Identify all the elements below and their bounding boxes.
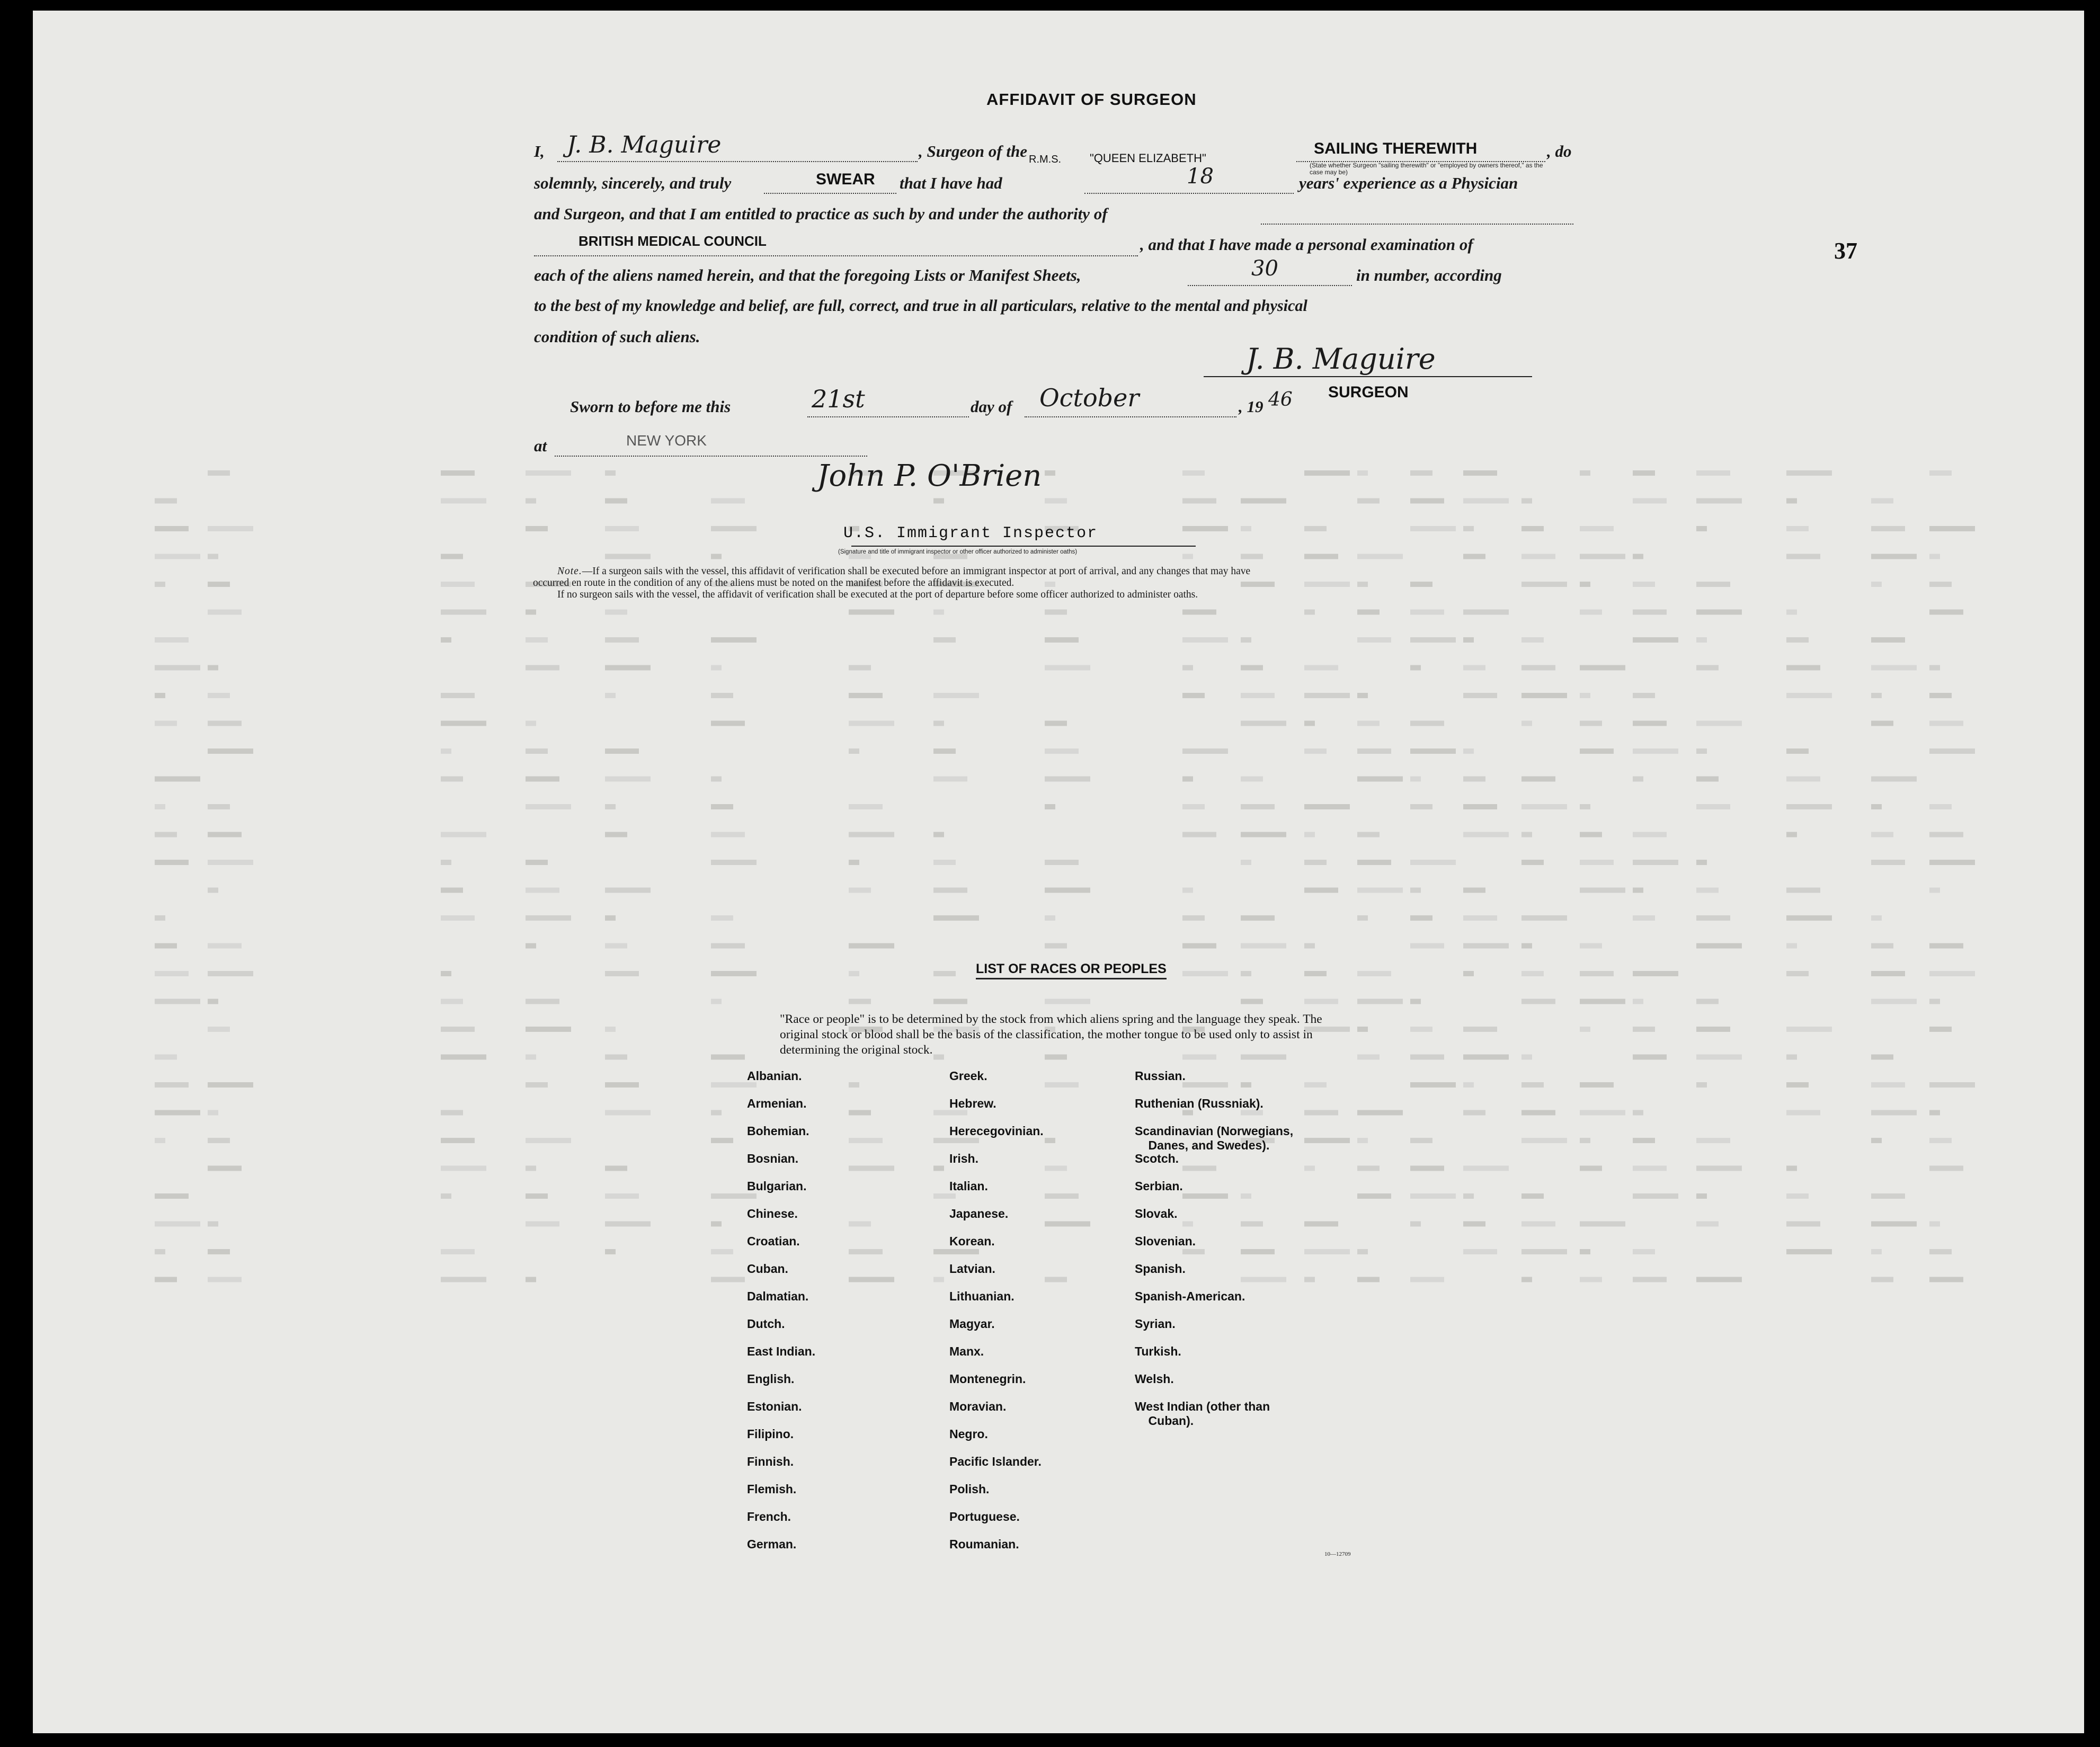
race-item: Greek. bbox=[949, 1069, 987, 1083]
race-item: French. bbox=[747, 1510, 791, 1523]
race-item: English. bbox=[747, 1372, 795, 1386]
line2-start: solemnly, sincerely, and truly bbox=[534, 174, 732, 192]
race-item: Lithuanian. bbox=[949, 1289, 1015, 1303]
race-item: Polish. bbox=[949, 1482, 990, 1496]
page-number: 37 bbox=[1834, 238, 1857, 264]
race-item: Russian. bbox=[1135, 1069, 1186, 1083]
capacity-note: (State whether Surgeon "sailing therewith" or "employed by owners thereof," as the case may be) bbox=[1310, 162, 1543, 176]
inspector-caption: (Signature and title of immigrant inspector or other officer authorized to administer oaths) bbox=[838, 549, 1078, 555]
race-item: Herecegovinian. bbox=[949, 1124, 1044, 1138]
note-text-1: —If a surgeon sails with the vessel, this affidavit of verification shall be executed before an immigrant inspector at port of arrival, and any changes that may have bbox=[582, 566, 1251, 577]
line1-end: , do bbox=[1547, 142, 1572, 161]
sworn-mid: day of bbox=[971, 397, 1012, 416]
sworn-day: 21st bbox=[812, 385, 865, 413]
capacity: SAILING THEREWITH bbox=[1314, 140, 1478, 157]
race-item: Estonian. bbox=[747, 1400, 802, 1413]
race-item: Slovak. bbox=[1135, 1207, 1178, 1220]
line1-i: I, bbox=[534, 142, 545, 161]
line7: condition of such aliens. bbox=[534, 327, 700, 346]
race-item: Welsh. bbox=[1135, 1372, 1174, 1386]
ship-prefix: R.M.S. bbox=[1029, 154, 1062, 165]
sworn-year-prefix: , 19 bbox=[1239, 397, 1263, 416]
line4-end: , and that I have made a personal examination of bbox=[1140, 235, 1473, 254]
race-item: Spanish-American. bbox=[1135, 1289, 1245, 1303]
race-item: German. bbox=[747, 1537, 797, 1551]
sheets: 30 bbox=[1251, 256, 1278, 281]
race-item: Manx. bbox=[949, 1344, 984, 1358]
race-item: Filipino. bbox=[747, 1427, 794, 1441]
inspector-signature: John P. O'Brien bbox=[817, 459, 1042, 493]
race-item: Moravian. bbox=[949, 1400, 1007, 1413]
sworn-year: 46 bbox=[1268, 389, 1293, 411]
race-item: Turkish. bbox=[1135, 1344, 1181, 1358]
line3: and Surgeon, and that I am entitled to practice as such by and under the authority of bbox=[534, 204, 1108, 223]
line1-mid: , Surgeon of the bbox=[919, 142, 1027, 161]
race-item: Dutch. bbox=[747, 1317, 785, 1331]
years: 18 bbox=[1187, 164, 1214, 189]
inspector-signature-line bbox=[851, 546, 1196, 547]
sworn-start: Sworn to before me this bbox=[570, 397, 731, 416]
race-item: Negro. bbox=[949, 1427, 988, 1441]
ship-name: "QUEEN ELIZABETH" bbox=[1090, 151, 1206, 165]
race-item: Cuban. bbox=[747, 1262, 788, 1276]
surgeon-name: J. B. Maguire bbox=[567, 131, 722, 158]
affidavit-title: AFFIDAVIT OF SURGEON bbox=[986, 90, 1197, 109]
race-item: Pacific Islander. bbox=[949, 1455, 1042, 1468]
race-item: Portuguese. bbox=[949, 1510, 1020, 1523]
race-item: East Indian. bbox=[747, 1344, 816, 1358]
line6: to the best of my knowledge and belief, are full, correct, and true in all particulars, relative to the mental and physical bbox=[534, 297, 1307, 315]
surgeon-signature-line bbox=[1204, 376, 1532, 377]
note-line-2: occurred en route in the condition of any of the aliens must be noted on the manifest before the affidavit is executed. bbox=[533, 577, 1015, 589]
races-intro: "Race or people" is to be determined by the stock from which aliens spring and the language they speak. The original stock or blood shall be the basis of the classification, the mother tongue to be used only to assist in determining the original stock. bbox=[780, 1012, 1322, 1057]
line2-end: years' experience as a Physician bbox=[1299, 174, 1518, 192]
note-label: Note. bbox=[557, 566, 582, 577]
race-item: Magyar. bbox=[949, 1317, 995, 1331]
race-item: Flemish. bbox=[747, 1482, 797, 1496]
race-item: Albanian. bbox=[747, 1069, 802, 1083]
race-item: Bohemian. bbox=[747, 1124, 809, 1138]
line5-start: each of the aliens named herein, and that the foregoing Lists or Manifest Sheets, bbox=[534, 266, 1081, 284]
race-item: Scotch. bbox=[1135, 1152, 1179, 1165]
race-item: Spanish. bbox=[1135, 1262, 1186, 1276]
race-item: Korean. bbox=[949, 1234, 995, 1248]
sworn-month: October bbox=[1039, 384, 1140, 412]
race-item: Armenian. bbox=[747, 1097, 807, 1110]
at-label: at bbox=[534, 436, 547, 455]
races-title: LIST OF RACES OR PEOPLES bbox=[976, 961, 1167, 979]
race-item: Latvian. bbox=[949, 1262, 995, 1276]
race-item: Hebrew. bbox=[949, 1097, 996, 1110]
race-item: Bosnian. bbox=[747, 1152, 799, 1165]
race-item: Syrian. bbox=[1135, 1317, 1176, 1331]
place: NEW YORK bbox=[626, 432, 707, 449]
note-line-3: If no surgeon sails with the vessel, the affidavit of verification shall be executed at the port of departure before some officer authorized to administer oaths. bbox=[557, 589, 1198, 600]
race-item: Italian. bbox=[949, 1179, 988, 1193]
surgeon-label: SURGEON bbox=[1328, 384, 1409, 401]
race-item: Bulgarian. bbox=[747, 1179, 807, 1193]
surgeon-signature: J. B. Maguire bbox=[1246, 342, 1436, 376]
place-blank bbox=[555, 438, 867, 457]
race-item: Roumanian. bbox=[949, 1537, 1019, 1551]
race-item: Japanese. bbox=[949, 1207, 1009, 1220]
inspector-title: U.S. Immigrant Inspector bbox=[843, 524, 1098, 542]
race-item: Irish. bbox=[949, 1152, 978, 1165]
form-number: 10—12709 bbox=[1324, 1551, 1351, 1557]
race-item: Ruthenian (Russniak). bbox=[1135, 1097, 1263, 1110]
race-item: Montenegrin. bbox=[949, 1372, 1026, 1386]
oath: SWEAR bbox=[816, 171, 875, 188]
race-item: Dalmatian. bbox=[747, 1289, 809, 1303]
manifest-sheet bbox=[33, 11, 2084, 1733]
race-item: West Indian (other than Cuban). bbox=[1135, 1400, 1270, 1428]
line2-mid: that I have had bbox=[900, 174, 1002, 192]
race-item: Scandinavian (Norwegians, Danes, and Swedes). bbox=[1135, 1124, 1294, 1152]
note-line-1 bbox=[557, 566, 1250, 577]
line5-end: in number, according bbox=[1356, 266, 1502, 284]
race-item: Finnish. bbox=[747, 1455, 794, 1468]
race-item: Croatian. bbox=[747, 1234, 800, 1248]
race-item: Serbian. bbox=[1135, 1179, 1183, 1193]
race-item: Slovenian. bbox=[1135, 1234, 1196, 1248]
authority: BRITISH MEDICAL COUNCIL bbox=[579, 233, 767, 249]
race-item: Chinese. bbox=[747, 1207, 798, 1220]
authority-blank-1 bbox=[1261, 206, 1573, 225]
